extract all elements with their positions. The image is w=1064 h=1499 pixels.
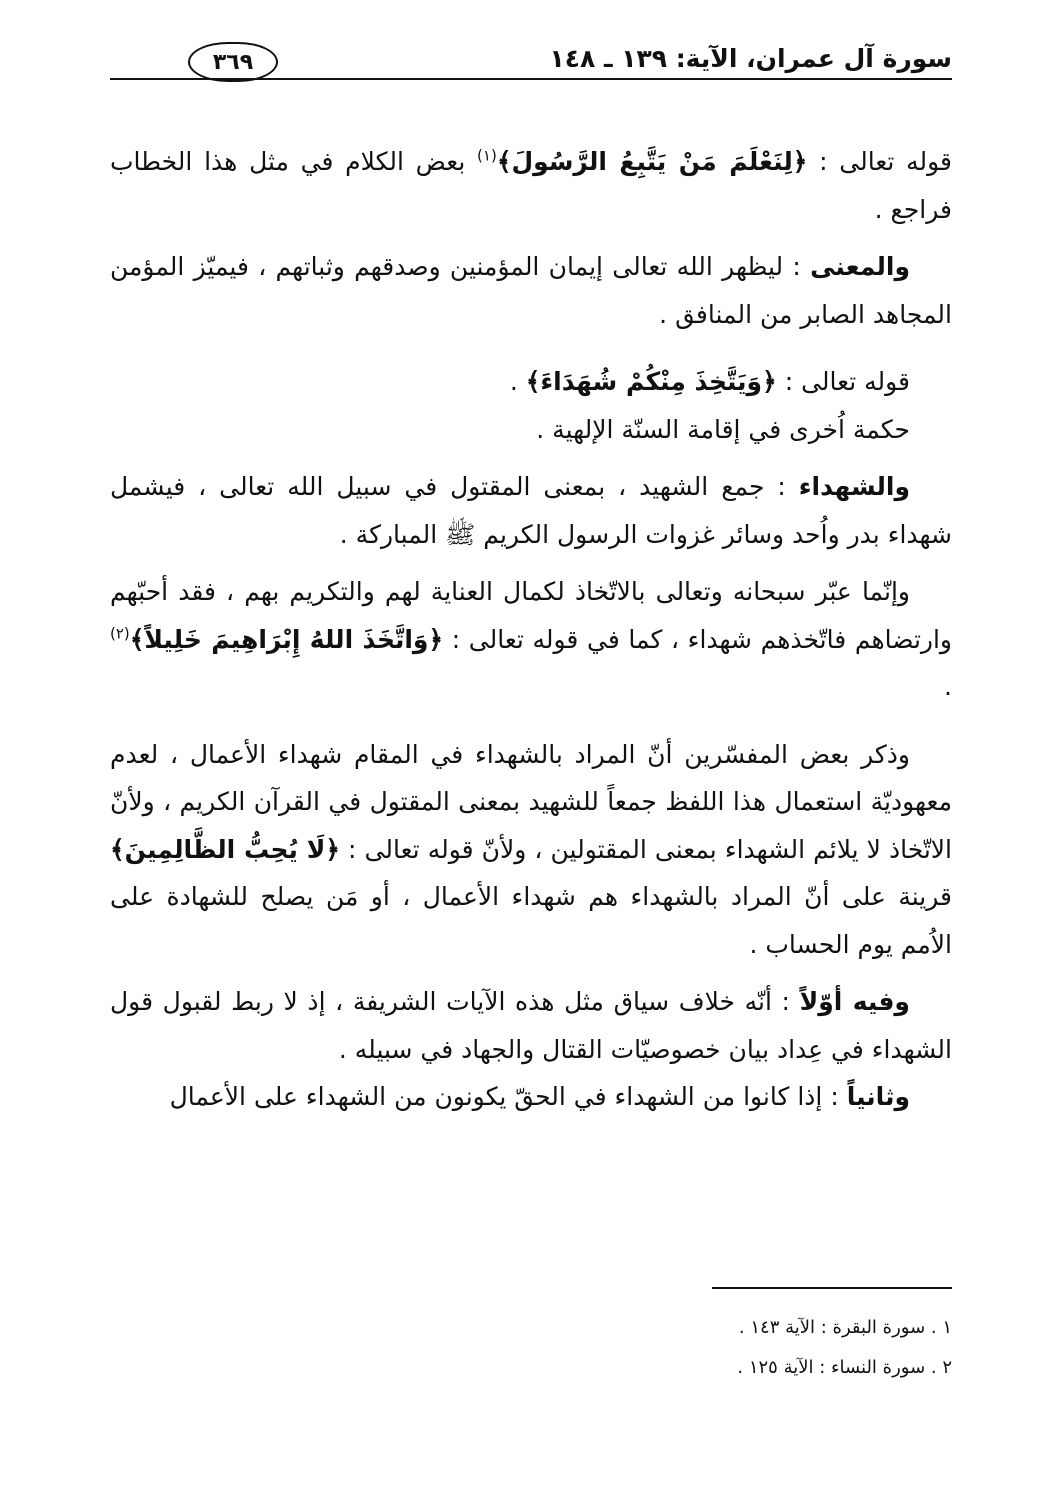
paragraph-7 bbox=[110, 731, 952, 969]
paragraph-text-end: . bbox=[944, 672, 952, 701]
footnote-ref-2: (٢) bbox=[110, 624, 130, 643]
quran-verse: ﴿وَاتَّخَذَ اللهُ إِبْرَاهِيمَ خَلِيلاً﴾ bbox=[129, 624, 444, 654]
paragraph-text-end: قرينة على أنّ المراد بالشهداء هم شهداء الأعمال ، أو مَن يصلح للشهادة على الاُمم يوم الحساب . bbox=[110, 882, 952, 959]
footnote-2: ٢ . سورة النساء : الآية ١٢٥ . bbox=[737, 1357, 952, 1378]
paragraph-label: وثانياً bbox=[846, 1082, 910, 1111]
footnotes bbox=[110, 1318, 952, 1398]
paragraph-lead: قوله تعالى : bbox=[807, 147, 952, 176]
paragraph-text: بعض الكلام في مثل هذا الخطاب فراجع . bbox=[110, 147, 952, 224]
footnote-ref-1: (١) bbox=[477, 146, 497, 165]
paragraph-text: حكمة اُخرى في إقامة السنّة الإلهية . bbox=[536, 414, 910, 444]
paragraph-label: والشهداء bbox=[798, 472, 910, 501]
paragraph-text: . bbox=[509, 367, 526, 396]
paragraph-label: والمعنى bbox=[810, 252, 910, 281]
paragraph-6 bbox=[110, 568, 952, 711]
paragraph-label: وفيه أوّلاً bbox=[799, 987, 910, 1016]
quran-verse: ﴿لِنَعْلَمَ مَنْ يَتَّبِعُ الرَّسُولَ﴾ bbox=[496, 147, 808, 176]
paragraph-3 bbox=[110, 358, 952, 406]
paragraph-1 bbox=[110, 138, 952, 233]
header-rule bbox=[110, 78, 952, 80]
footnote-1: ١ . سورة البقرة : الآية ١٤٣ . bbox=[738, 1317, 952, 1338]
paragraph-text: وذكر بعض المفسّرين أنّ المراد بالشهداء في المقام شهداء الأعمال ، لعدم معهوديّة استعمال هذا اللفظ جمعاً للشهيد بمعنى المقتول في القرآن الكريم ، ولأنّ الاتّخاذ لا يلائم الشهداء بمعنى المقتولين ، ولأنّ قوله تعالى : bbox=[110, 739, 952, 864]
quran-verse: ﴿لَا يُحِبُّ الظَّالِمِينَ﴾ bbox=[110, 834, 340, 864]
page-header bbox=[110, 42, 952, 82]
paragraph-2 bbox=[110, 243, 952, 338]
paragraph-5 bbox=[110, 463, 952, 558]
paragraph-9 bbox=[110, 1073, 952, 1121]
paragraph-text: وإنّما عبّر سبحانه وتعالى بالاتّخاذ لكمال العناية لهم والتكريم بهم ، فقد أحبّهم وارتضاهم فاتّخذهم شهداء ، كما في قوله تعالى : bbox=[110, 577, 952, 654]
paragraph-4 bbox=[110, 406, 952, 454]
paragraph-text: : جمع الشهيد ، بمعنى المقتول في سبيل الله تعالى ، فيشمل شهداء بدر واُحد وسائر غزوات الرسول الكريم ﷺ المباركة . bbox=[110, 472, 952, 549]
running-header-title: سورة آل عمران، الآية: ١٣٩ ـ ١٤٨ bbox=[549, 44, 952, 73]
paragraph-text: : إذا كانوا من الشهداء في الحقّ يكونون من الشهداء على الأعمال bbox=[169, 1082, 847, 1111]
paragraph-text: : أنّه خلاف سياق مثل هذه الآيات الشريفة ، إذ لا ربط لقبول قول الشهداء في عِداد بيان خصوصيّات القتال والجهاد في سبيله . bbox=[110, 987, 952, 1064]
page-number: ٣٦٩ bbox=[188, 42, 278, 82]
paragraph-8 bbox=[110, 978, 952, 1073]
quran-verse: ﴿وَيَتَّخِذَ مِنْكُمْ شُهَدَاءَ﴾ bbox=[525, 367, 777, 396]
footnote-separator bbox=[712, 1287, 952, 1289]
paragraph-lead: قوله تعالى : bbox=[776, 367, 910, 396]
paragraph-text: : ليظهر الله تعالى إيمان المؤمنين وصدقهم وثباتهم ، فيميّز المؤمن المجاهد الصابر من المنافق . bbox=[110, 252, 952, 329]
main-text bbox=[110, 138, 952, 1121]
